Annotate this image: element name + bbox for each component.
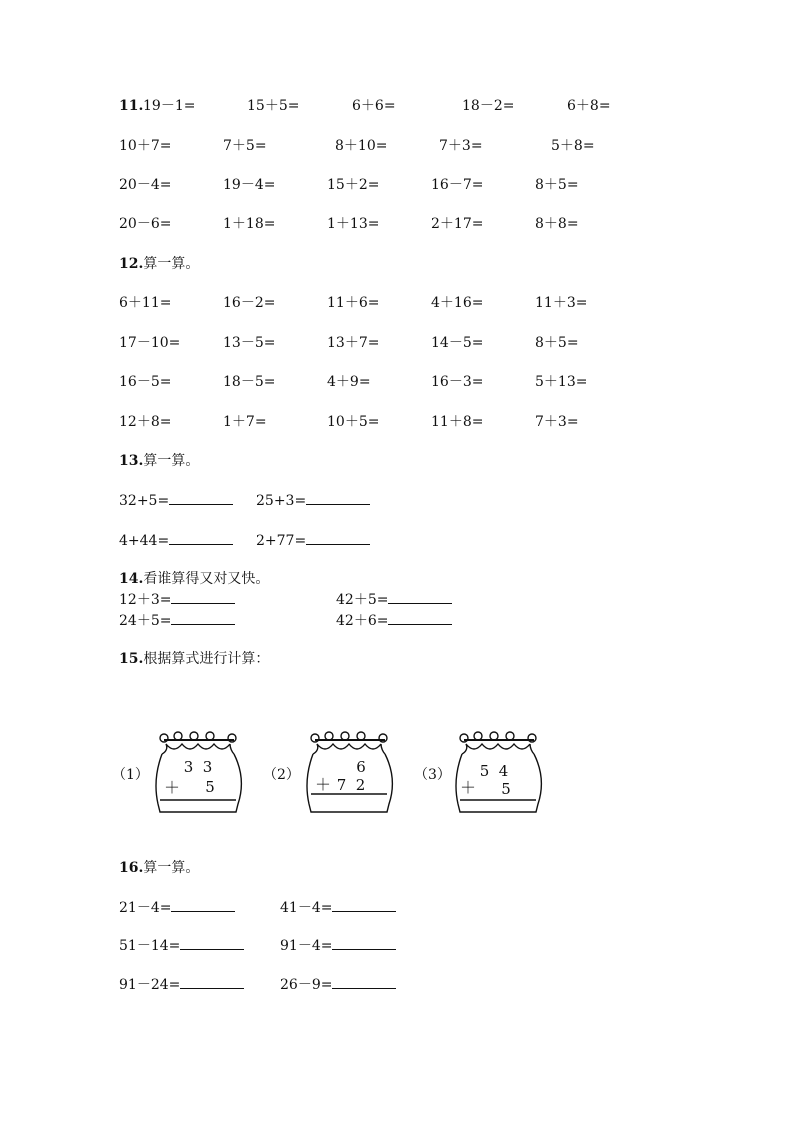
q11-r3-c1: 20－4= xyxy=(119,177,172,193)
q15-pot-2-op: ＋ xyxy=(314,775,332,794)
q15-pot-2-bottom: 7 2 xyxy=(336,776,366,794)
q15-pot-3 xyxy=(452,726,544,818)
q11-r4-c3: 1＋13= xyxy=(327,216,380,232)
q16-title: 算一算。 xyxy=(143,860,200,876)
q15-pot-2-top: 6 xyxy=(356,758,366,776)
q11-r1-c4: 18－2= xyxy=(462,98,515,114)
q16-item-3 xyxy=(119,937,244,955)
q11-r3-c3: 15＋2= xyxy=(327,177,380,193)
answer-blank[interactable] xyxy=(332,937,396,950)
q16-item-4 xyxy=(280,937,396,955)
q15-pot-3-bottom: 5 xyxy=(501,780,511,798)
q15-pot-2 xyxy=(303,726,395,818)
q13-item-2-text: 25+3= xyxy=(256,493,307,509)
q15-pot-1-op: ＋ xyxy=(163,778,181,797)
q11-r2-c3: 8＋10= xyxy=(335,138,388,154)
q16-item-5-text: 91－24= xyxy=(119,977,181,993)
q12-r1-c1: 6＋11= xyxy=(119,295,172,311)
q11-r2-c4: 7＋3= xyxy=(439,138,483,154)
q11-r4-c2: 1＋18= xyxy=(223,216,276,232)
q12-r2-c5: 8＋5= xyxy=(535,335,579,351)
q15-pot-3-op: ＋ xyxy=(459,778,477,797)
q16-item-1 xyxy=(119,899,235,917)
q14-item-1-text: 12＋3= xyxy=(119,592,172,608)
q15-title: 根据算式进行计算： xyxy=(143,651,270,667)
q14-number: 14. xyxy=(119,571,144,587)
q11-r4-c1: 20－6= xyxy=(119,216,172,232)
answer-blank[interactable] xyxy=(171,899,235,912)
answer-blank[interactable] xyxy=(171,612,235,625)
q16-item-1-text: 21－4= xyxy=(119,900,172,916)
q12-r2-c4: 14－5= xyxy=(431,335,484,351)
q16-item-6 xyxy=(280,976,396,994)
q12-r4-c3: 10＋5= xyxy=(327,414,380,430)
q15-number: 15. xyxy=(119,651,144,667)
q12-r1-c5: 11＋3= xyxy=(535,295,588,311)
q11-r2-c5: 5＋8= xyxy=(551,138,595,154)
q15-pot-3-label: （3） xyxy=(414,767,451,783)
q16-heading xyxy=(119,859,199,877)
q12-r3-c2: 18－5= xyxy=(223,374,276,390)
q16-item-5 xyxy=(119,976,244,994)
q12-r3-c3: 4＋9= xyxy=(327,374,371,390)
answer-blank[interactable] xyxy=(180,976,244,989)
q11-r1-c2: 15＋5= xyxy=(247,98,300,114)
q14-item-2 xyxy=(336,591,452,609)
answer-blank[interactable] xyxy=(180,937,244,950)
answer-blank[interactable] xyxy=(171,591,235,604)
q13-item-3-text: 4+44= xyxy=(119,533,170,549)
q14-item-4 xyxy=(336,612,452,630)
q15-pot-2-label: （2） xyxy=(263,767,300,783)
answer-blank[interactable] xyxy=(306,492,370,505)
q11-r2-c1: 10＋7= xyxy=(119,138,172,154)
q11-r1-c5: 6＋8= xyxy=(567,98,611,114)
q12-number: 12. xyxy=(119,256,144,272)
q13-number: 13. xyxy=(119,453,144,469)
q12-r3-c5: 5＋13= xyxy=(535,374,588,390)
q11-r4-c4: 2＋17= xyxy=(431,216,484,232)
q13-title: 算一算。 xyxy=(143,453,200,469)
q15-pot-1-top: 3 3 xyxy=(183,758,213,776)
q12-r1-c3: 11＋6= xyxy=(327,295,380,311)
q14-item-1 xyxy=(119,591,235,609)
q16-item-6-text: 26－9= xyxy=(280,977,333,993)
q16-item-4-text: 91－4= xyxy=(280,938,333,954)
q16-item-2-text: 41－4= xyxy=(280,900,333,916)
q11-number: 11. xyxy=(119,98,144,114)
q14-item-3 xyxy=(119,612,235,630)
q11-r3-c2: 19－4= xyxy=(223,177,276,193)
answer-blank[interactable] xyxy=(332,976,396,989)
q12-r2-c3: 13＋7= xyxy=(327,335,380,351)
q12-title: 算一算。 xyxy=(143,256,200,272)
q14-item-2-text: 42＋5= xyxy=(336,592,389,608)
answer-blank[interactable] xyxy=(388,612,452,625)
q11-r1-c1: 19－1= xyxy=(143,98,196,114)
curtain-rod-icon xyxy=(307,732,393,812)
q14-item-3-text: 24＋5= xyxy=(119,613,172,629)
q12-r3-c1: 16－5= xyxy=(119,374,172,390)
q12-r4-c5: 7＋3= xyxy=(535,414,579,430)
q15-pot-1-label: （1） xyxy=(112,767,149,783)
answer-blank[interactable] xyxy=(169,492,233,505)
q15-heading xyxy=(119,650,269,668)
q12-r1-c2: 16－2= xyxy=(223,295,276,311)
q13-item-3 xyxy=(119,532,233,550)
q12-r2-c1: 17－10= xyxy=(119,335,181,351)
q13-item-4-text: 2+77= xyxy=(256,533,307,549)
q12-r4-c1: 12＋8= xyxy=(119,414,172,430)
q12-r4-c2: 1＋7= xyxy=(223,414,267,430)
answer-blank[interactable] xyxy=(332,899,396,912)
q11-r1-c3: 6＋6= xyxy=(352,98,396,114)
q14-heading xyxy=(119,570,269,588)
q11-r4-c5: 8＋8= xyxy=(535,216,579,232)
q14-title: 看谁算得又对又快。 xyxy=(143,571,270,587)
q12-r3-c4: 16－3= xyxy=(431,374,484,390)
answer-blank[interactable] xyxy=(388,591,452,604)
q11-r3-c5: 8＋5= xyxy=(535,177,579,193)
q16-item-2 xyxy=(280,899,396,917)
q15-pot-1 xyxy=(152,726,244,818)
q11-r3-c4: 16－7= xyxy=(431,177,484,193)
q12-heading xyxy=(119,255,199,273)
q16-item-3-text: 51－14= xyxy=(119,938,181,954)
q14-item-4-text: 42＋6= xyxy=(336,613,389,629)
q13-heading xyxy=(119,452,199,470)
answer-blank[interactable] xyxy=(306,532,370,545)
q16-number: 16. xyxy=(119,860,144,876)
q15-pot-1-bottom: 5 xyxy=(205,778,215,796)
q13-item-1 xyxy=(119,492,233,510)
q15-pot-3-top: 5 4 xyxy=(479,762,509,780)
q13-item-1-text: 32+5= xyxy=(119,493,170,509)
q13-item-4 xyxy=(256,532,370,550)
q12-r1-c4: 4＋16= xyxy=(431,295,484,311)
answer-blank[interactable] xyxy=(169,532,233,545)
q12-r2-c2: 13－5= xyxy=(223,335,276,351)
q12-r4-c4: 11＋8= xyxy=(431,414,484,430)
q13-item-2 xyxy=(256,492,370,510)
q11-r2-c2: 7＋5= xyxy=(223,138,267,154)
